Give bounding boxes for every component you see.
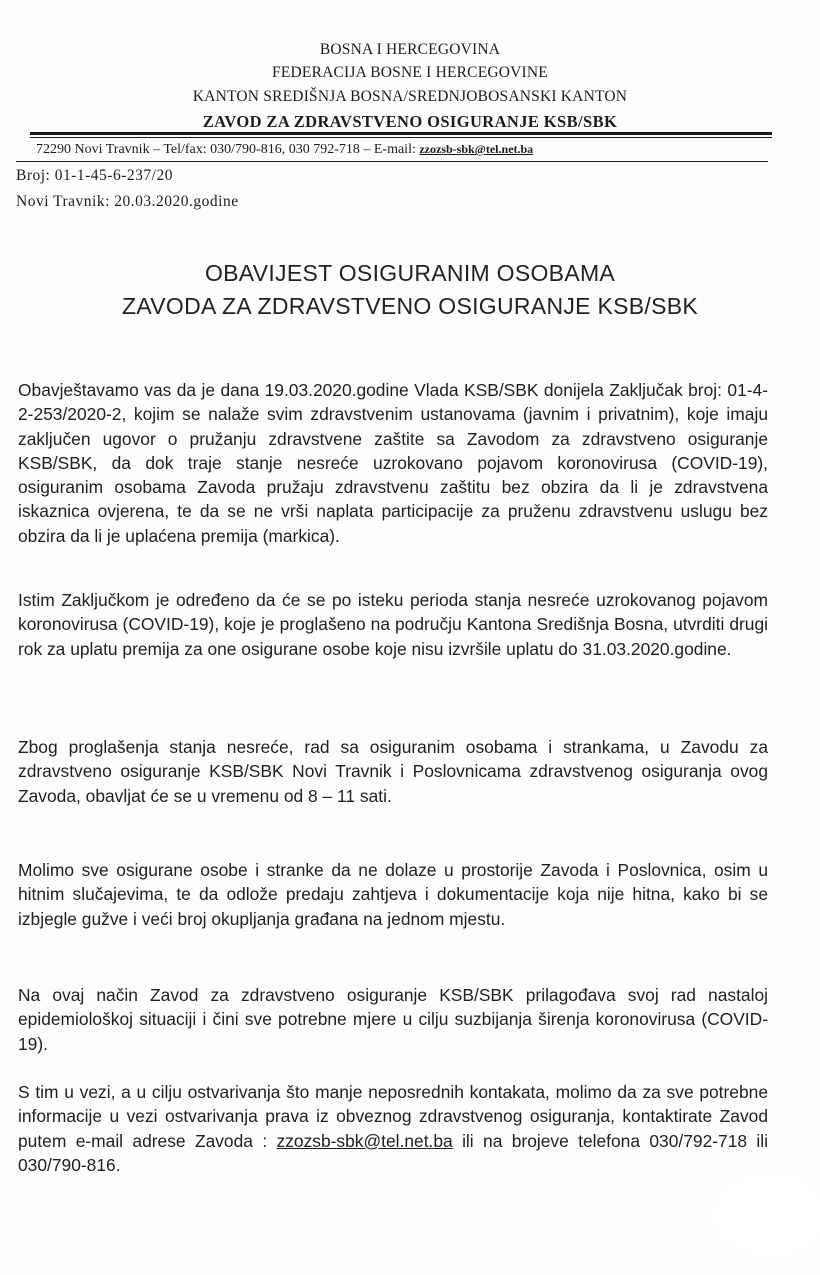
contact-text: 72290 Novi Travnik – Tel/fax: 030/790-816, 030 792-718 – E-mail: [36, 142, 420, 157]
contact-rule [16, 161, 768, 162]
contact-email-link-body[interactable]: zzozsb-sbk@tel.net.ba [276, 1130, 453, 1151]
paragraph-6-text: S tim u vezi, a u cilju ostvarivanja što manje neposrednih kontakata, molimo da za sve potrebne informacije u vezi ostvarivanja prava iz obveznog zdravstvenog osiguranja, kontaktirate Zavod putem e-mail adrese Zavoda : [18, 1082, 768, 1151]
paragraph-2: Istim Zaključkom je određeno da će se po isteku perioda stanja nesreće uzrokovanog pojavom koronovirusa (COVID-19), koje je proglašeno na području Kantona Središnja Bosna, utvrditi drugi rok za uplatu premija za one osigurane osobe koje nisu izvršile uplatu do 31.03.2020.godine. [18, 590, 768, 659]
header-institution: ZAVOD ZA ZDRAVSTVENO OSIGURANJE KSB/SBK [202, 112, 618, 131]
notice-title-line1: OBAVIJEST OSIGURANIM OSOBAMA [204, 260, 616, 286]
paragraph-6-end: ili na brojeve telefona 030/792-718 ili 030/790-816. [18, 1130, 768, 1175]
header-contact [36, 140, 776, 159]
paragraph-5: Na ovaj način Zavod za zdravstveno osiguranje KSB/SBK prilagođava svoj rad nastaloj epidemiološkoj situaciji i čini sve potrebne mjere u cilju suzbijanja širenja koronovirusa (COVID-19). [18, 985, 768, 1054]
paragraph-4: Molimo sve osigurane osobe i stranke da ne dolaze u prostorije Zavoda i Poslovnica, osim u hitnim slučajevima, te da odlože predaju zahtjeva i dokumentacije koja nije hitna, kako bi se izbjegle gužve i veći broj okupljanja građana na jednom mjestu. [18, 860, 768, 929]
paragraph-1: Obavještavamo vas da je dana 19.03.2020.godine Vlada KSB/SBK donijela Zaključak broj: 01-4-2-253/2020-2, kojim se nalaže svim zdravstvenim ustanovama (javnim i privatnim), koje imaju zaključen ugovor o pružanju zdravstvene zaštite sa Zavodom za zdravstveno osiguranje KSB/SBK, da dok traje stanje nesreće uzrokovano pojavom koronovirusa (COVID-19), osiguranim osobama Zavoda pružaju zdravstvenu zaštitu bez obzira da li je zdravstvena iskaznica ovjerena, te da se ne vrši naplata participacije za pruženu zdravstvenu uslugu bez obzira da li je uplaćena premija (markica). [18, 380, 768, 546]
notice-title-line2: ZAVODA ZA ZDRAVSTVENO OSIGURANJE KSB/SBK [121, 293, 699, 319]
header-country: BOSNA I HERCEGOVINA [319, 41, 501, 58]
contact-email-link[interactable]: zzozsb-sbk@tel.net.ba [419, 142, 534, 156]
header-canton: KANTON SREDIŠNJA BOSNA/SREDNJOBOSANSKI KANTON [192, 88, 628, 105]
header-rule-thick [30, 132, 772, 135]
paragraph-6 [18, 1080, 768, 1177]
header-rule-thin [30, 137, 772, 138]
header-federation: FEDERACIJA BOSNE I HERCEGOVINE [272, 64, 548, 81]
paragraph-3: Zbog proglašenja stanja nesreće, rad sa osiguranim osobama i strankama, u Zavodu za zdravstveno osiguranje KSB/SBK Novi Travnik i Poslovnicama zdravstvenog osiguranja ovog Zavoda, obavljat će se u vremenu od 8 – 11 sati. [18, 737, 768, 806]
place-date: Novi Travnik: 20.03.2020.godine [16, 193, 239, 210]
reference-number: Broj: 01-1-45-6-237/20 [16, 167, 173, 184]
